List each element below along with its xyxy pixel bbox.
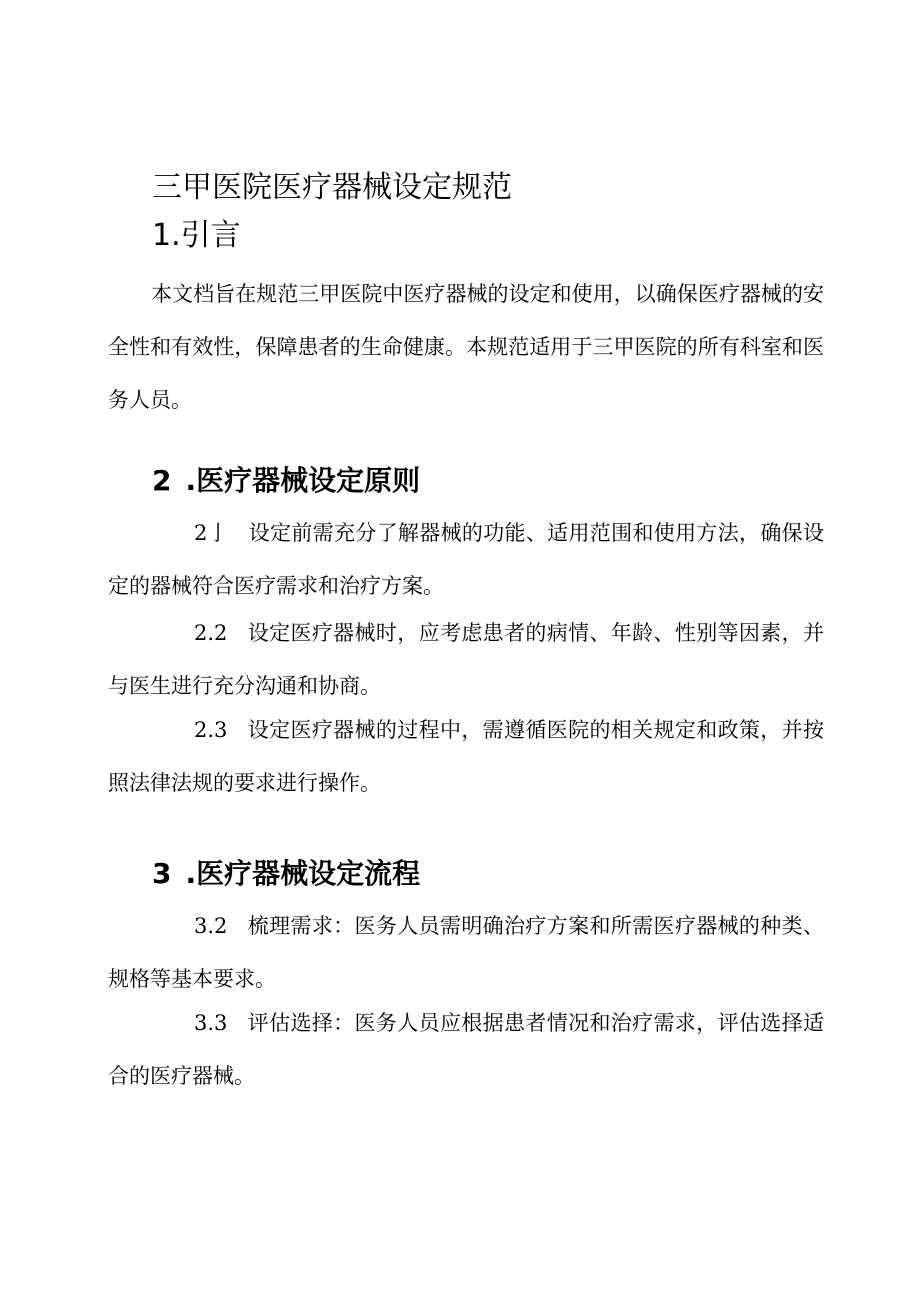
paragraph-number: 2.2 — [194, 621, 228, 645]
paragraph-number: 3.2 — [194, 914, 228, 938]
paragraph-text: 本文档旨在规范三甲医院中医疗器械的设定和使用，以确保医疗器械的安全性和有效性，保障患者的生命健康。本规范适用于三甲医院的所有科室和医务人员。 — [108, 282, 824, 412]
section-heading-intro: 1.引言 — [152, 218, 241, 253]
paragraph-number: 2.3 — [194, 718, 228, 742]
paragraph-3-3 — [108, 997, 824, 1103]
paragraph-text: 设定前需充分了解器械的功能、适用范围和使用方法，确保设定的器械符合医疗需求和治疗方案。 — [108, 521, 824, 598]
section-number: 3 — [152, 857, 172, 890]
paragraph-2-1 — [108, 507, 824, 613]
document-title: 三甲医院医疗器械设定规范 — [152, 170, 512, 205]
paragraph-number: 3.3 — [194, 1011, 228, 1035]
paragraph-3-2 — [108, 900, 824, 1006]
section-heading-process — [152, 855, 420, 893]
section-heading-principles — [152, 462, 420, 500]
paragraph-text: 设定医疗器械时，应考虑患者的病情、年龄、性别等因素，并与医生进行充分沟通和协商。 — [108, 621, 824, 698]
paragraph-text: 设定医疗器械的过程中，需遵循医院的相关规定和政策，并按照法律法规的要求进行操作。 — [108, 718, 824, 795]
paragraph-text: 梳理需求：医务人员需明确治疗方案和所需医疗器械的种类、规格等基本要求。 — [108, 914, 824, 991]
paragraph-text: 评估选择：医务人员应根据患者情况和治疗需求，评估选择适合的医疗器械。 — [108, 1011, 824, 1088]
paragraph-intro — [108, 268, 824, 427]
paragraph-2-3 — [108, 704, 824, 810]
section-heading-text: .医疗器械设定原则 — [185, 464, 421, 497]
paragraph-number: 2亅 — [194, 521, 229, 545]
section-heading-text: .医疗器械设定流程 — [185, 857, 421, 890]
paragraph-2-2 — [108, 607, 824, 713]
section-number: 2 — [152, 464, 172, 497]
